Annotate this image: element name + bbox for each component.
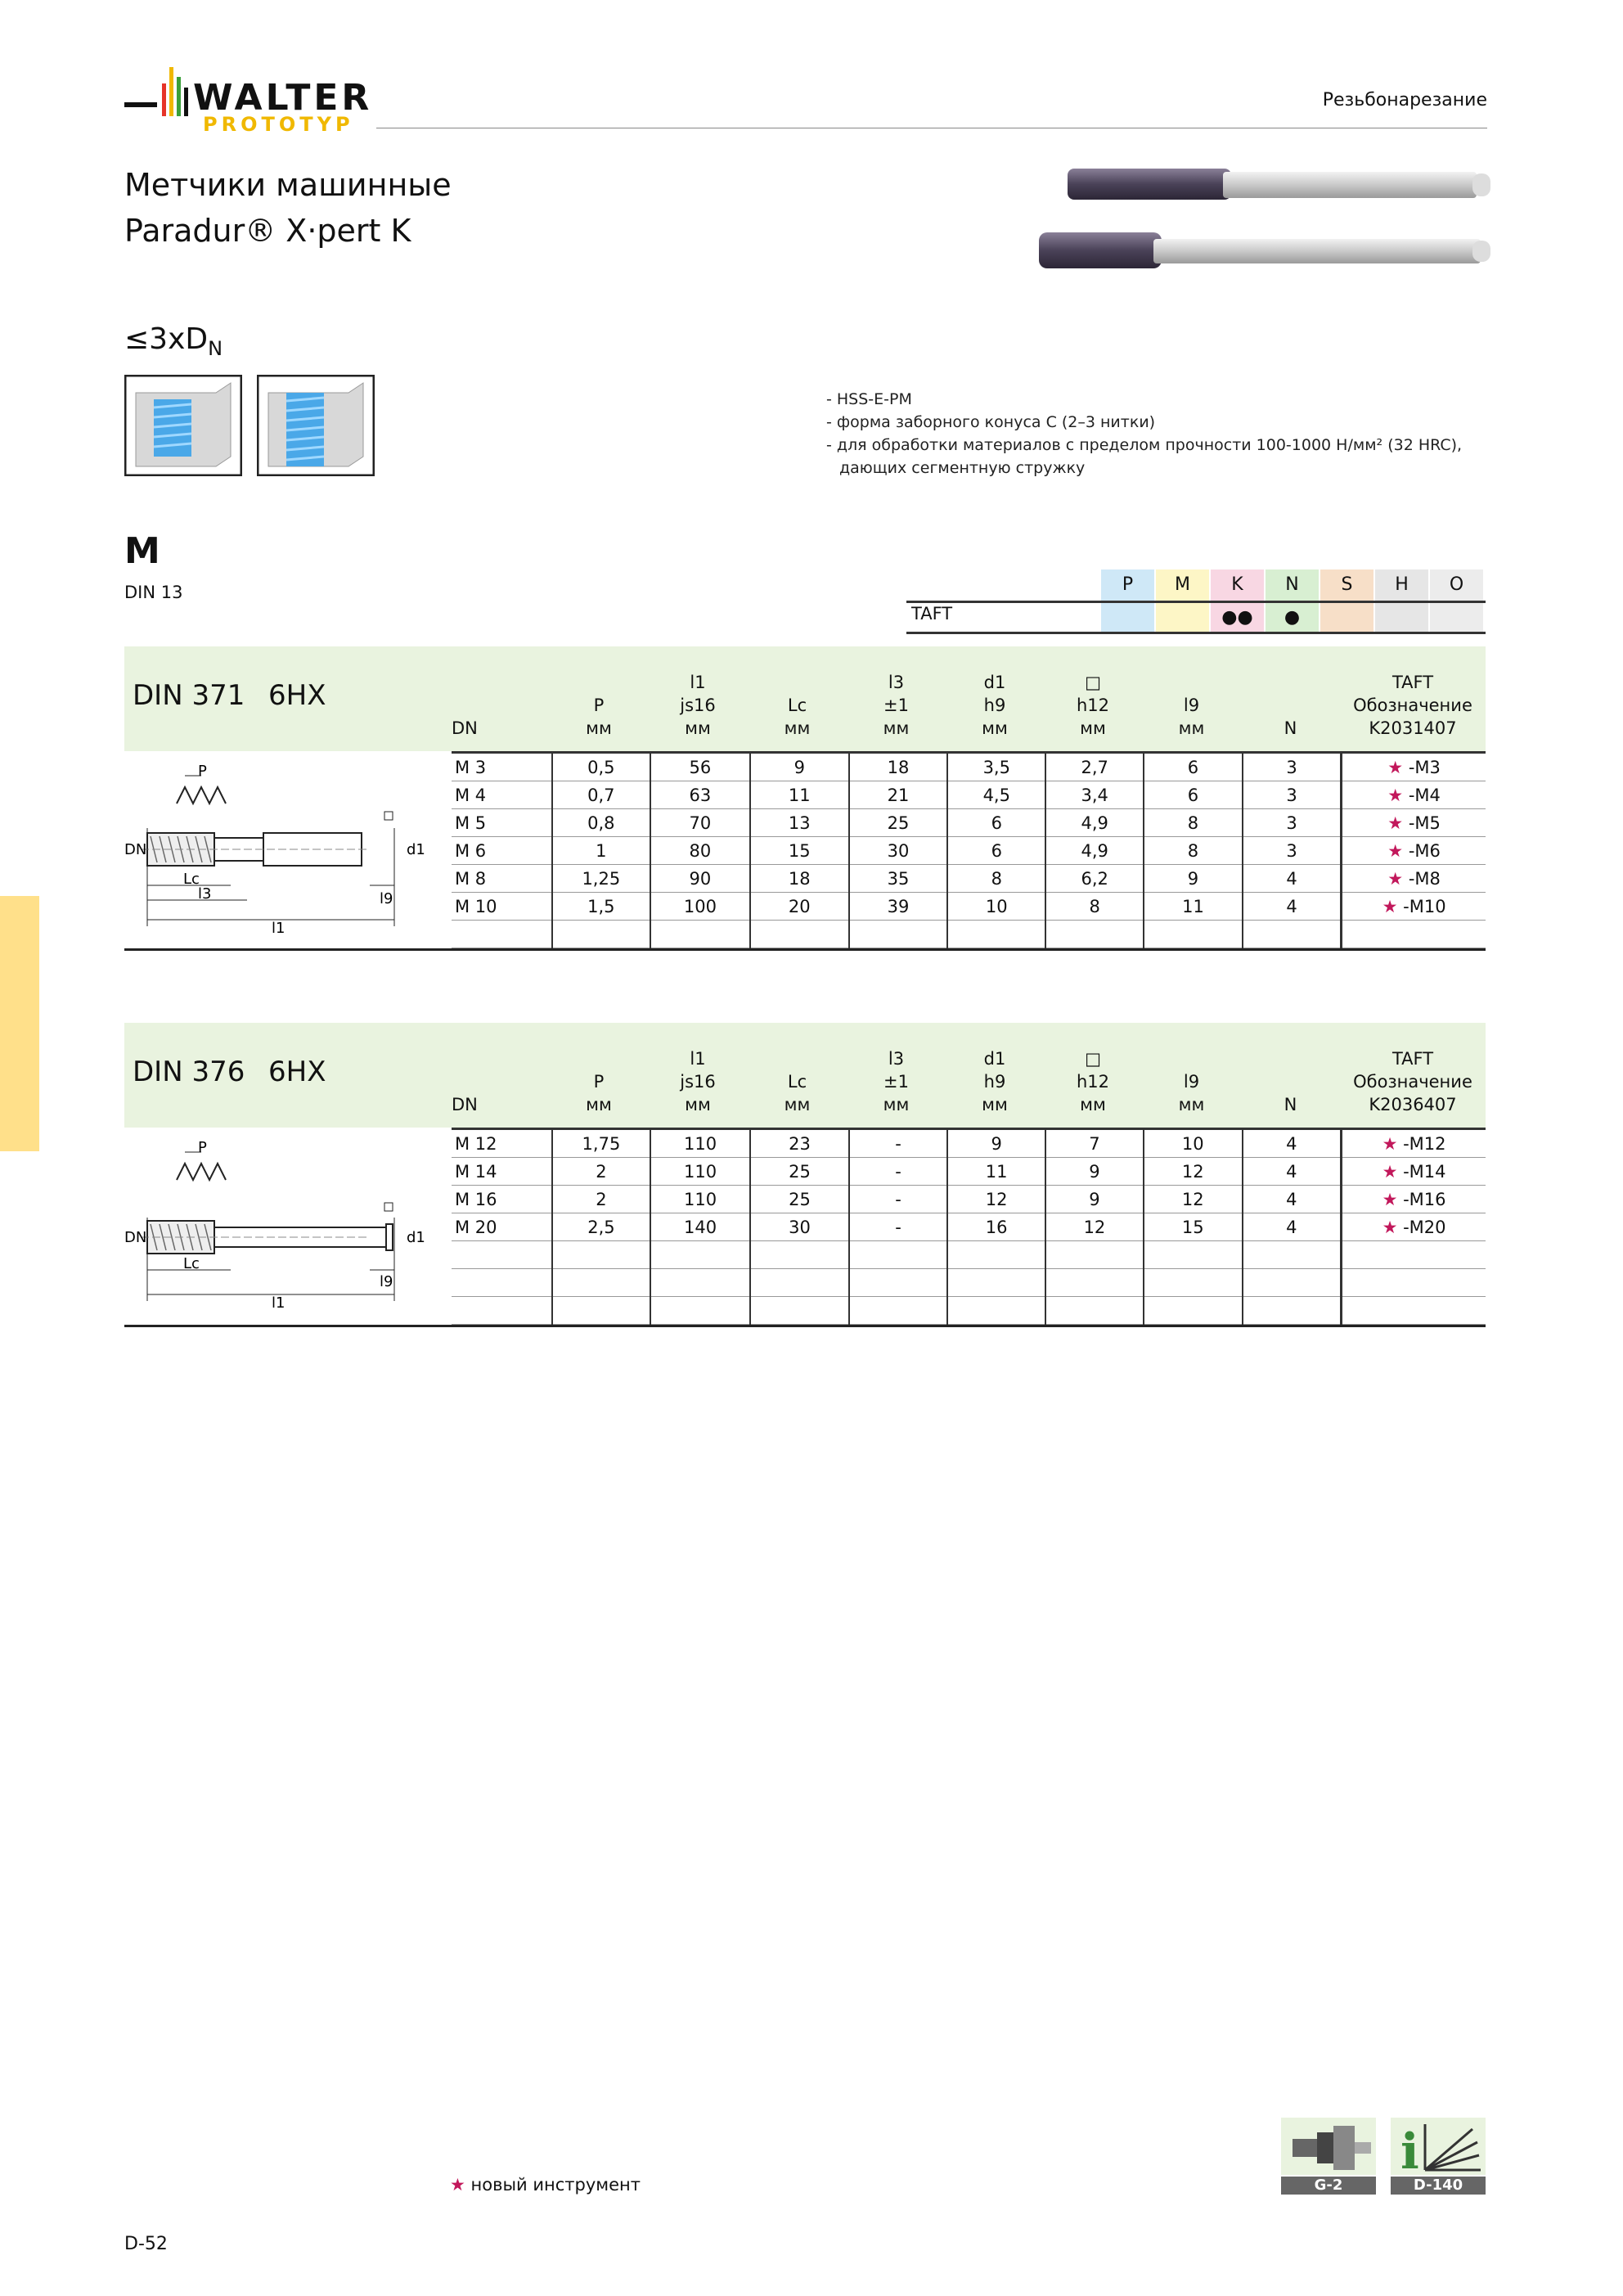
table-cell bbox=[452, 1241, 552, 1269]
table-cell: 16 bbox=[947, 1213, 1045, 1241]
table-cell: M 20 bbox=[452, 1213, 552, 1241]
column-header: □ h12 мм bbox=[1076, 673, 1110, 738]
material-group-s: S bbox=[1320, 569, 1373, 601]
table-cell: 25 bbox=[750, 1158, 849, 1186]
table-cell: 9 bbox=[1144, 865, 1243, 893]
table-cell: 12 bbox=[947, 1186, 1045, 1213]
column-header: d1 h9 мм bbox=[982, 1049, 1008, 1114]
blind-hole-icon bbox=[124, 375, 242, 476]
table-cell: 4 bbox=[1243, 1158, 1342, 1186]
table-cell: M 16 bbox=[452, 1186, 552, 1213]
table-cell: M 6 bbox=[452, 837, 552, 865]
tap-image-top bbox=[1068, 157, 1493, 214]
logo bbox=[124, 59, 402, 136]
table-cell bbox=[1243, 1297, 1342, 1325]
table-cell bbox=[947, 1269, 1045, 1297]
star-icon: ★ bbox=[1387, 785, 1404, 805]
star-icon: ★ bbox=[1382, 1217, 1398, 1237]
column-header: l9 мм bbox=[1178, 1072, 1205, 1114]
section-tolerance: 6HX bbox=[268, 679, 326, 712]
star-icon: ★ bbox=[1387, 757, 1404, 777]
star-icon: ★ bbox=[450, 2175, 465, 2195]
section-title: Резьбонарезание bbox=[1322, 90, 1487, 110]
table-cell bbox=[947, 1241, 1045, 1269]
table-cell bbox=[849, 1269, 947, 1297]
table-row bbox=[452, 893, 1486, 921]
legend-text: новый инструмент bbox=[470, 2175, 641, 2195]
table-cell bbox=[1045, 1241, 1144, 1269]
svg-text:Lc: Lc bbox=[183, 871, 200, 888]
table-cell: 140 bbox=[650, 1213, 750, 1241]
table-cell: M 3 bbox=[452, 753, 552, 781]
table-cell: 15 bbox=[750, 837, 849, 865]
data-table bbox=[452, 751, 1486, 948]
table-cell: 3 bbox=[1243, 781, 1342, 809]
cell-designation: ★ -M6 bbox=[1342, 837, 1486, 865]
table-cell: 8 bbox=[1144, 809, 1243, 837]
table-cell: 4 bbox=[1243, 1213, 1342, 1241]
svg-text:l9: l9 bbox=[380, 1273, 393, 1290]
table-cell: M 4 bbox=[452, 781, 552, 809]
material-mark-n: ● bbox=[1266, 603, 1319, 632]
material-mark-h bbox=[1375, 603, 1428, 632]
feature-2: - форма заборного конуса C (2–3 нитки) bbox=[826, 413, 1156, 431]
material-mark-o bbox=[1430, 603, 1483, 632]
feature-4: дающих сегментную стружку bbox=[839, 459, 1086, 477]
table-cell: 18 bbox=[750, 865, 849, 893]
table-cell: 9 bbox=[947, 1129, 1045, 1158]
svg-text:d1: d1 bbox=[407, 1229, 425, 1246]
cell-designation: ★ -M12 bbox=[1342, 1129, 1486, 1158]
tool-holder-icon bbox=[1281, 2118, 1376, 2175]
material-row-label: TAFT bbox=[911, 604, 953, 624]
table-row bbox=[452, 1129, 1486, 1158]
table-row bbox=[452, 1269, 1486, 1297]
table-cell: 9 bbox=[1045, 1186, 1144, 1213]
table-cell bbox=[1243, 921, 1342, 948]
column-header: □ h12 мм bbox=[1076, 1049, 1110, 1114]
table-cell: 3,5 bbox=[947, 753, 1045, 781]
table-cell bbox=[750, 921, 849, 948]
table-cell: 6 bbox=[1144, 781, 1243, 809]
cell-designation bbox=[1342, 921, 1486, 948]
table-cell: 35 bbox=[849, 865, 948, 893]
table-cell: 4,9 bbox=[1045, 809, 1144, 837]
table-cell bbox=[1144, 1241, 1243, 1269]
table-cell: 25 bbox=[849, 809, 948, 837]
dim-p: P bbox=[198, 1139, 207, 1156]
cell-designation: ★ -M4 bbox=[1342, 781, 1486, 809]
table-row bbox=[452, 1186, 1486, 1213]
material-group-h: H bbox=[1375, 569, 1428, 601]
table-cell: 2,5 bbox=[552, 1213, 650, 1241]
table-row bbox=[452, 1297, 1486, 1325]
table-cell bbox=[1243, 1269, 1342, 1297]
table-cell: 9 bbox=[750, 753, 849, 781]
dim-p: P bbox=[198, 763, 207, 780]
material-group-n: N bbox=[1266, 569, 1319, 601]
tap-image-bottom bbox=[1039, 223, 1493, 280]
table-cell: 4,5 bbox=[947, 781, 1045, 809]
table-cell: M 14 bbox=[452, 1158, 552, 1186]
legend bbox=[450, 2175, 641, 2195]
table-cell: 0,8 bbox=[552, 809, 650, 837]
table-cell: 18 bbox=[849, 753, 948, 781]
star-icon: ★ bbox=[1382, 896, 1398, 916]
cell-designation: ★ -M3 bbox=[1342, 753, 1486, 781]
column-header: N bbox=[1284, 1095, 1297, 1114]
table-cell: 12 bbox=[1144, 1186, 1243, 1213]
table-cell bbox=[849, 921, 948, 948]
table-cell: 110 bbox=[650, 1186, 750, 1213]
table-cell bbox=[552, 1241, 650, 1269]
table-cell bbox=[552, 1297, 650, 1325]
table-row bbox=[452, 1158, 1486, 1186]
table-cell: 2 bbox=[552, 1186, 650, 1213]
section-title-din: DIN 371 bbox=[133, 679, 245, 712]
star-icon: ★ bbox=[1382, 1133, 1398, 1154]
table-cell bbox=[650, 1297, 750, 1325]
logo-bars-icon bbox=[124, 59, 190, 133]
table-cell bbox=[1144, 921, 1243, 948]
table-cell: 80 bbox=[650, 837, 750, 865]
table-row bbox=[452, 1213, 1486, 1241]
table-cell: 1,5 bbox=[552, 893, 650, 921]
star-icon: ★ bbox=[1387, 840, 1404, 861]
section-title-din: DIN 376 bbox=[133, 1056, 245, 1088]
column-header: N bbox=[1284, 718, 1297, 738]
material-mark-s bbox=[1320, 603, 1373, 632]
table-cell: 6,2 bbox=[1045, 865, 1144, 893]
table-cell: 1,75 bbox=[552, 1129, 650, 1158]
column-header: l9 мм bbox=[1178, 696, 1205, 738]
table-cell: - bbox=[849, 1158, 947, 1186]
table-cell: - bbox=[849, 1129, 947, 1158]
table-cell: 9 bbox=[1045, 1158, 1144, 1186]
logo-prototyp: PROTOTYP bbox=[203, 113, 354, 136]
table-cell: 90 bbox=[650, 865, 750, 893]
table-cell: 6 bbox=[947, 837, 1045, 865]
table-cell: 11 bbox=[1144, 893, 1243, 921]
table-cell: 12 bbox=[1045, 1213, 1144, 1241]
table-cell: 3,4 bbox=[1045, 781, 1144, 809]
material-group-m: M bbox=[1156, 569, 1209, 601]
column-header: l3 ±1 мм bbox=[883, 1049, 910, 1114]
table-cell: 12 bbox=[1144, 1158, 1243, 1186]
table-cell: 1,25 bbox=[552, 865, 650, 893]
table-row bbox=[452, 753, 1486, 781]
table-cell bbox=[1144, 1297, 1243, 1325]
table-cell: 30 bbox=[750, 1213, 849, 1241]
depth-label: $\le 3xD_N$ bbox=[124, 322, 223, 361]
column-header: Lc мм bbox=[784, 696, 811, 738]
table-cell: 6 bbox=[947, 809, 1045, 837]
table-cell: 4,9 bbox=[1045, 837, 1144, 865]
table-cell: 56 bbox=[650, 753, 750, 781]
table-cell bbox=[849, 1241, 947, 1269]
info-chart-icon bbox=[1391, 2118, 1486, 2175]
table-cell: 8 bbox=[1045, 893, 1144, 921]
cell-designation bbox=[1342, 1269, 1486, 1297]
feature-list bbox=[826, 388, 1462, 479]
thread-type: M bbox=[124, 530, 160, 572]
table-cell: - bbox=[849, 1186, 947, 1213]
ref-g2[interactable]: G-2 bbox=[1281, 2177, 1376, 2195]
table-cell: 110 bbox=[650, 1129, 750, 1158]
cell-designation: ★ -M10 bbox=[1342, 893, 1486, 921]
column-header: l1 js16 мм bbox=[680, 1049, 716, 1114]
table-cell: 3 bbox=[1243, 809, 1342, 837]
feature-3: - для обработки материалов с пределом прочности 100-1000 Н/мм² (32 HRC), bbox=[826, 436, 1463, 454]
through-hole-icon bbox=[257, 375, 375, 476]
table-cell: 25 bbox=[750, 1186, 849, 1213]
cell-designation: ★ -M8 bbox=[1342, 865, 1486, 893]
table-cell: 4 bbox=[1243, 893, 1342, 921]
table-cell bbox=[452, 921, 552, 948]
material-group-k: K bbox=[1211, 569, 1264, 601]
table-cell: M 10 bbox=[452, 893, 552, 921]
svg-text:DN: DN bbox=[124, 1229, 147, 1246]
feature-1: - HSS-E-PM bbox=[826, 390, 912, 408]
table-cell: 2 bbox=[552, 1158, 650, 1186]
table-cell bbox=[650, 1241, 750, 1269]
table-row bbox=[452, 809, 1486, 837]
table-cell: 20 bbox=[750, 893, 849, 921]
table-cell bbox=[947, 921, 1045, 948]
svg-text:Lc: Lc bbox=[183, 1255, 200, 1272]
side-tab bbox=[0, 896, 39, 1151]
table-row bbox=[452, 781, 1486, 809]
star-icon: ★ bbox=[1387, 813, 1404, 833]
table-cell: 8 bbox=[947, 865, 1045, 893]
table-cell: M 12 bbox=[452, 1129, 552, 1158]
column-header: TAFT Обозначение K2036407 bbox=[1353, 1049, 1472, 1114]
svg-text:DN: DN bbox=[124, 841, 147, 858]
table-cell: 7 bbox=[1045, 1129, 1144, 1158]
svg-text:l1: l1 bbox=[272, 1294, 285, 1312]
table-row bbox=[452, 921, 1486, 948]
star-icon: ★ bbox=[1387, 868, 1404, 889]
table-cell: M 8 bbox=[452, 865, 552, 893]
table-cell: 39 bbox=[849, 893, 948, 921]
svg-text:l1: l1 bbox=[272, 920, 285, 937]
star-icon: ★ bbox=[1382, 1161, 1398, 1182]
material-group-o: O bbox=[1430, 569, 1483, 601]
svg-text:l9: l9 bbox=[380, 890, 393, 907]
table-cell: 63 bbox=[650, 781, 750, 809]
cell-designation: ★ -M20 bbox=[1342, 1213, 1486, 1241]
table-cell bbox=[750, 1297, 849, 1325]
table-cell: 110 bbox=[650, 1158, 750, 1186]
table-cell bbox=[947, 1297, 1045, 1325]
logo-walter: WALTER bbox=[193, 77, 373, 119]
thread-standard: DIN 13 bbox=[124, 583, 183, 602]
table-cell bbox=[1144, 1269, 1243, 1297]
table-cell: 21 bbox=[849, 781, 948, 809]
table-cell bbox=[452, 1269, 552, 1297]
table-cell: 70 bbox=[650, 809, 750, 837]
ref-d140[interactable]: D-140 bbox=[1391, 2177, 1486, 2195]
svg-text:l3: l3 bbox=[198, 885, 212, 903]
table-cell bbox=[1045, 921, 1144, 948]
material-mark-p bbox=[1101, 603, 1154, 632]
column-header: DN bbox=[452, 1095, 478, 1114]
table-cell: 1 bbox=[552, 837, 650, 865]
table-cell: 4 bbox=[1243, 1129, 1342, 1158]
table-cell: 3 bbox=[1243, 753, 1342, 781]
page-title: Метчики машинные Paradur® X·pert K bbox=[124, 167, 452, 249]
table-row bbox=[452, 837, 1486, 865]
table-cell: 0,5 bbox=[552, 753, 650, 781]
table-cell: 8 bbox=[1144, 837, 1243, 865]
table-cell: 11 bbox=[947, 1158, 1045, 1186]
table-cell bbox=[452, 1297, 552, 1325]
tap-diagram bbox=[124, 1139, 452, 1327]
table-row bbox=[452, 1241, 1486, 1269]
table-cell: 3 bbox=[1243, 837, 1342, 865]
table-cell bbox=[1045, 1297, 1144, 1325]
table-cell bbox=[750, 1241, 849, 1269]
cell-designation: ★ -M16 bbox=[1342, 1186, 1486, 1213]
table-cell: 100 bbox=[650, 893, 750, 921]
column-header: l3 ±1 мм bbox=[883, 673, 910, 738]
table-cell: 6 bbox=[1144, 753, 1243, 781]
table-cell bbox=[1243, 1241, 1342, 1269]
table-cell bbox=[849, 1297, 947, 1325]
cell-designation: ★ -M5 bbox=[1342, 809, 1486, 837]
tap-diagram bbox=[124, 763, 452, 951]
material-mark-k: ●● bbox=[1211, 603, 1264, 632]
page-number: D-52 bbox=[124, 2234, 168, 2254]
material-group-p: P bbox=[1101, 569, 1154, 601]
table-cell: 13 bbox=[750, 809, 849, 837]
table-cell bbox=[552, 1269, 650, 1297]
column-header: DN bbox=[452, 718, 478, 738]
table-cell bbox=[552, 921, 650, 948]
table-cell: 30 bbox=[849, 837, 948, 865]
section-tolerance: 6HX bbox=[268, 1056, 326, 1088]
data-table bbox=[452, 1128, 1486, 1325]
cell-designation bbox=[1342, 1297, 1486, 1325]
table-cell bbox=[650, 921, 750, 948]
table-cell: 0,7 bbox=[552, 781, 650, 809]
table-cell: 2,7 bbox=[1045, 753, 1144, 781]
table-cell: 10 bbox=[1144, 1129, 1243, 1158]
column-header: P мм bbox=[586, 1072, 612, 1114]
column-header: TAFT Обозначение K2031407 bbox=[1353, 673, 1472, 738]
table-cell: M 5 bbox=[452, 809, 552, 837]
table-cell: 4 bbox=[1243, 865, 1342, 893]
table-cell bbox=[750, 1269, 849, 1297]
material-mark-m bbox=[1156, 603, 1209, 632]
table-cell: 15 bbox=[1144, 1213, 1243, 1241]
column-header: d1 h9 мм bbox=[982, 673, 1008, 738]
column-header: l1 js16 мм bbox=[680, 673, 716, 738]
svg-text:i: i bbox=[1400, 2123, 1419, 2175]
table-cell: - bbox=[849, 1213, 947, 1241]
cell-designation: ★ -M14 bbox=[1342, 1158, 1486, 1186]
table-cell: 11 bbox=[750, 781, 849, 809]
table-cell bbox=[1045, 1269, 1144, 1297]
cell-designation bbox=[1342, 1241, 1486, 1269]
svg-text:d1: d1 bbox=[407, 841, 425, 858]
column-header: Lc мм bbox=[784, 1072, 811, 1114]
table-row bbox=[452, 865, 1486, 893]
table-cell: 4 bbox=[1243, 1186, 1342, 1213]
table-cell bbox=[650, 1269, 750, 1297]
star-icon: ★ bbox=[1382, 1189, 1398, 1209]
table-cell: 10 bbox=[947, 893, 1045, 921]
table-cell: 23 bbox=[750, 1129, 849, 1158]
column-header: P мм bbox=[586, 696, 612, 738]
